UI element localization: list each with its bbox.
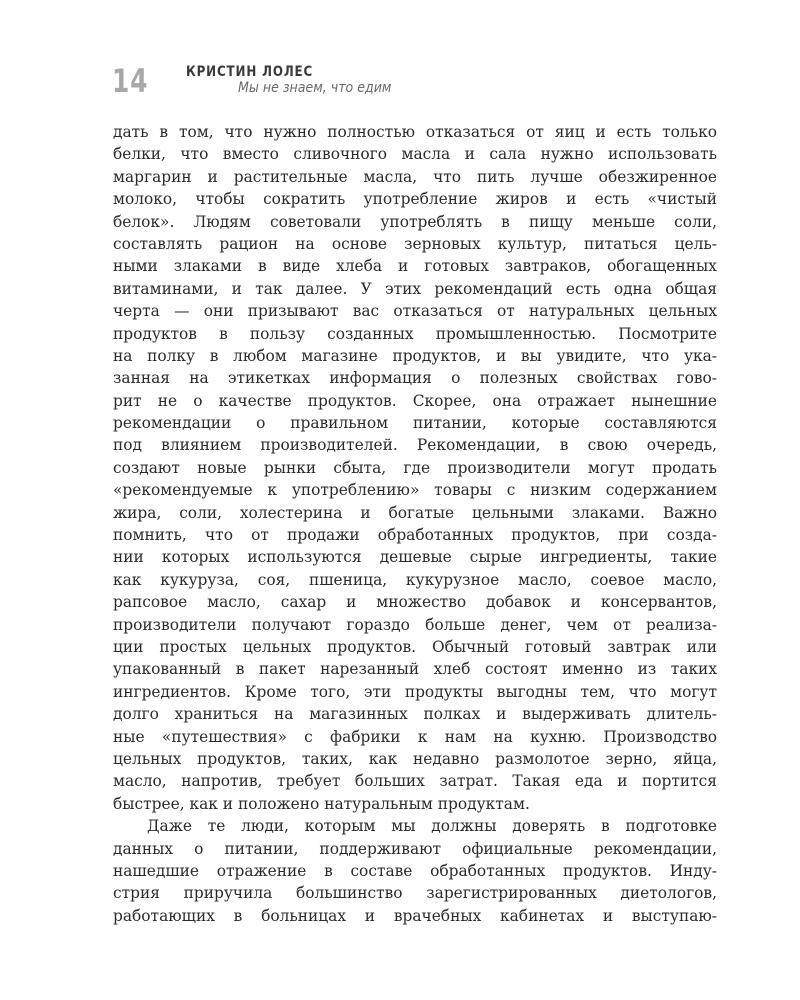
text-line: создают новые рынки сбыта, где производители могут продать (113, 458, 717, 477)
text-line: работающих в больницах и врачебных кабинетах и выступаю- (113, 906, 717, 925)
text-line: молоко, чтобы сократить употребление жиров и есть «чистый (113, 190, 717, 209)
text-line: Даже те люди, которым мы должны доверять в подготовке (147, 817, 717, 836)
text-line: стрия приручила большинство зарегистрированных диетологов, (113, 884, 717, 903)
page-number: 14 (112, 62, 149, 100)
text-line: упакованный в пакет нарезанный хлеб состоят именно из таких (113, 660, 717, 679)
text-line: нии которых используются дешевые сырые ингредиенты, такие (113, 548, 717, 567)
text-line: занная на этикетках информация о полезных свойствах гово- (113, 369, 717, 388)
paragraph-1 (113, 121, 717, 815)
text-line: цельных продуктов, таких, как недавно размолотое зерно, яйца, (113, 749, 717, 768)
text-line: рит не о качестве продуктов. Скорее, она отражает нынешние (113, 391, 717, 410)
text-line: продуктов в пользу созданных промышленностью. Посмотрите (113, 324, 717, 343)
text-line: как кукуруза, соя, пшеница, кукурузное масло, соевое масло, (113, 570, 717, 589)
text-line: ингредиентов. Кроме того, эти продукты выгодны тем, что могут (113, 682, 717, 701)
text-line: черта — они призывают вас отказаться от натуральных цельных (113, 302, 717, 321)
book-title: Мы не знаем, что едим (238, 80, 392, 96)
text-line: нашедшие отражение в составе обработанных продуктов. Инду- (113, 861, 717, 880)
text-line: жира, соли, холестерина и богатые цельными злаками. Важно (113, 503, 717, 522)
text-line: под влиянием производителей. Рекомендации, в свою очередь, (113, 436, 717, 455)
body-text (113, 121, 717, 927)
text-line: рапсовое масло, сахар и множество добавок и консервантов, (113, 593, 717, 612)
text-line: ции простых цельных продуктов. Обычный готовый завтрак или (113, 637, 717, 656)
text-line: белки, что вместо сливочного масла и сала нужно использовать (113, 145, 717, 164)
text-line: маргарин и растительные масла, что пить лучше обезжиренное (113, 167, 717, 186)
author-name: КРИСТИН ЛОЛЕС (186, 64, 314, 80)
text-line: быстрее, как и положено натуральным продуктам. (113, 794, 530, 813)
text-line: составлять рацион на основе зерновых культур, питаться цель- (113, 234, 717, 253)
text-line: масло, напротив, требует больших затрат. Такая еда и портится (113, 772, 717, 791)
text-line: ными злаками в виде хлеба и готовых завтраков, обогащенных (113, 257, 717, 276)
paragraph-2 (113, 815, 717, 927)
text-line: долго храниться на магазинных полках и выдерживать длитель- (113, 705, 717, 724)
text-line: белок». Людям советовали употреблять в пищу меньше соли, (113, 212, 717, 231)
text-line: на полку в любом магазине продуктов, и вы увидите, что ука- (113, 346, 717, 365)
running-head (186, 64, 392, 96)
text-line: рекомендации о правильном питании, которые составляются (113, 414, 717, 433)
text-line: производители получают гораздо больше денег, чем от реализа- (113, 615, 717, 634)
text-line: ные «путешествия» с фабрики к нам на кухню. Производство (113, 727, 717, 746)
text-line: помнить, что от продажи обработанных продуктов, при созда- (113, 526, 717, 545)
text-line: «рекомендуемые к употреблению» товары с низким содержанием (113, 481, 717, 500)
text-line: данных о питании, поддерживают официальные рекомендации, (113, 839, 717, 858)
text-line: дать в том, что нужно полностью отказаться от яиц и есть только (113, 123, 717, 141)
text-line: витаминами, и так далее. У этих рекомендаций есть одна общая (113, 279, 717, 298)
